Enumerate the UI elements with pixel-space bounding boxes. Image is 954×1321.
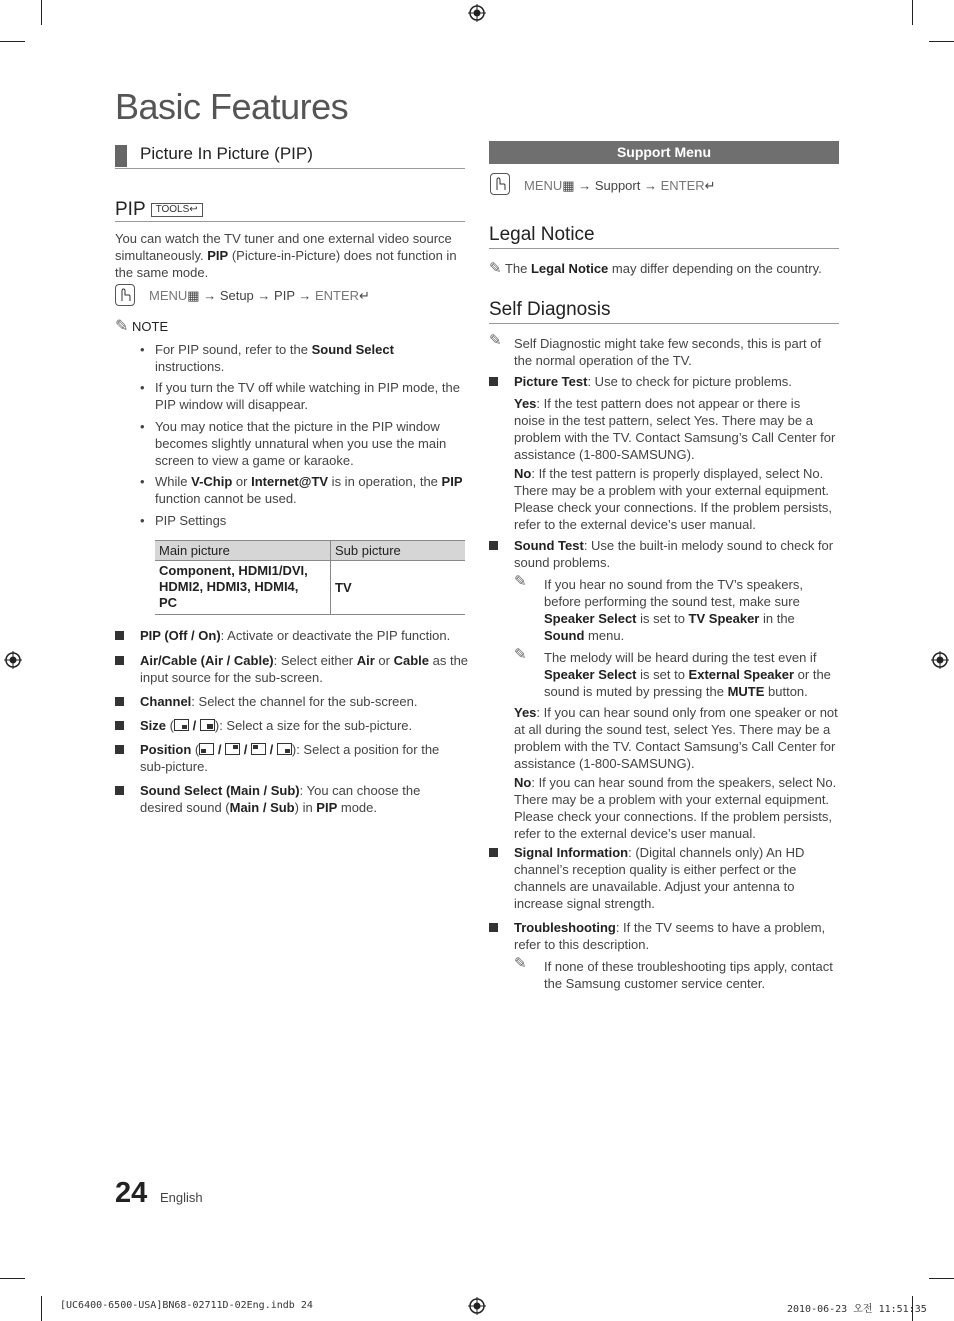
text: menu. [584, 628, 625, 643]
arrow: → [294, 288, 315, 303]
text: before performing the sound test, make sure [544, 594, 800, 609]
text-bold: Main / Sub [229, 800, 295, 815]
note-label: NOTE [132, 319, 169, 334]
intro-line: the same mode. [115, 265, 209, 280]
text-bold: Cable [393, 653, 430, 668]
crop-mark [41, 0, 42, 25]
text: problem with the TV. Contact Samsung’s Call Center for [514, 739, 836, 754]
text-bold: Signal Information [514, 845, 629, 860]
text: in the [759, 611, 795, 626]
note-item [155, 473, 470, 507]
pencil-icon: ✎ [514, 573, 527, 590]
text: sound is muted by pressing the [544, 684, 728, 699]
text: : Select the channel for the sub-screen. [191, 694, 418, 709]
position-bottom-left-icon [199, 743, 214, 755]
text: If you turn the TV off while watching in PIP mode, the [155, 380, 460, 395]
text: assistance (1-800-SAMSUNG). [514, 447, 695, 462]
text: as the [429, 653, 469, 668]
tools-badge-label: TOOLS [155, 203, 190, 215]
text: desired sound ( [140, 800, 230, 815]
list-item [140, 693, 470, 710]
hand-remote-icon [490, 173, 510, 195]
text: The melody will be heard during the test even if [544, 650, 817, 665]
text: instructions. [155, 359, 225, 374]
pencil-icon: ✎ [514, 955, 527, 972]
text: is in operation, the [328, 474, 442, 489]
registration-mark-icon [468, 1297, 486, 1315]
sound-note-1 [514, 573, 844, 644]
square-bullet [115, 786, 124, 795]
text: : Use to check for picture problems. [587, 374, 792, 389]
table-row [155, 561, 465, 615]
square-bullet [489, 377, 498, 386]
list-item [140, 652, 470, 686]
intro-line: You can watch the TV tuner and one external video source [115, 231, 452, 246]
text-bold: Yes [514, 396, 537, 411]
text-bold: No [514, 775, 532, 790]
list-item-sound-test [514, 537, 844, 842]
bullet: • [140, 513, 145, 528]
text-bold: Channel [140, 694, 192, 709]
text: : If you can hear sound only from one speaker or not [536, 705, 838, 720]
square-bullet [489, 848, 498, 857]
text: mode. [337, 800, 378, 815]
text: Component, HDMI1/DVI, [159, 563, 308, 578]
pip-heading-text: PIP [115, 199, 146, 220]
divider [115, 221, 465, 222]
picture-test-yes [514, 395, 844, 463]
text: refer to this description. [514, 937, 650, 952]
text: (Picture-in-Picture) does not function in [228, 248, 457, 263]
enter-icon: ↵ [704, 178, 716, 193]
text-bold: Sound Select (Main / Sub) [140, 783, 300, 798]
text-bold: No [514, 466, 532, 481]
table-header: Main picture [155, 541, 331, 561]
print-footer-right: 2010-06-23 오전 11:51:35 [787, 1304, 927, 1315]
text: the Samsung customer service center. [544, 976, 766, 991]
text: PC [159, 595, 178, 610]
square-bullet [115, 745, 124, 754]
arrow: → [574, 178, 595, 193]
text: HDMI2, HDMI3, HDMI4, [159, 579, 299, 594]
size-small-icon [174, 719, 189, 731]
text: button. [764, 684, 808, 699]
text: There may be a problem with your external equipment. [514, 792, 830, 807]
support-menu-path [524, 177, 716, 194]
text-bold: V-Chip [191, 474, 233, 489]
text: may differ depending on the country. [608, 261, 822, 276]
pip-settings-table [155, 540, 465, 615]
text: channels are unavailable. Adjust your antenna to [514, 879, 795, 894]
text-bold: PIP (Off / On) [140, 628, 221, 643]
bullet: • [140, 342, 145, 357]
intro-line [115, 247, 465, 264]
text-bold: Sound Select [311, 342, 394, 357]
text: : (Digital channels only) An HD [628, 845, 805, 860]
text: is set to [636, 667, 689, 682]
registration-mark-icon [4, 651, 22, 669]
enter-label: ENTER [660, 178, 705, 193]
text: screen to view a game or karaoke. [155, 453, 354, 468]
page-language: English [160, 1190, 203, 1205]
list-item-picture-test [514, 373, 844, 533]
sound-test-yes [514, 704, 844, 772]
divider [115, 168, 465, 169]
text-bold: External Speaker [688, 667, 795, 682]
text: For PIP sound, refer to the [155, 342, 312, 357]
list-item [140, 782, 470, 816]
page-title: Basic Features [115, 86, 349, 127]
text: refer to the external device’s user manual. [514, 826, 756, 841]
menu-grid-icon: ▦ [187, 288, 200, 303]
square-bullet [115, 721, 124, 730]
section-marker [115, 145, 127, 167]
note-item [155, 379, 470, 413]
page-number: 24 [115, 1177, 148, 1209]
text: simultaneously. [115, 248, 208, 263]
text: becomes slightly unnatural when you use the main [155, 436, 447, 451]
size-large-icon [200, 719, 215, 731]
crop-mark [0, 1278, 25, 1279]
text: sound problems. [514, 555, 611, 570]
text: Self Diagnostic might take few seconds, this is part of [514, 336, 822, 351]
text: There may be a problem with your external equipment. [514, 483, 830, 498]
table-cell: TV [331, 561, 466, 615]
print-footer-left: [UC6400-6500-USA]BN68-02711D-02Eng.indb 24 [60, 1300, 313, 1311]
text: channel’s reception quality is either perfect or the [514, 862, 797, 877]
text-bold: Legal Notice [530, 261, 609, 276]
text: : Use the built-in melody sound to check for [583, 538, 834, 553]
text: sub-picture. [140, 759, 208, 774]
menu-label: MENU [524, 178, 563, 193]
crop-mark [41, 1296, 42, 1321]
text: is set to [636, 611, 689, 626]
pencil-icon: ✎ [489, 260, 502, 277]
pip-heading [115, 199, 203, 221]
text: : Select a size for the sub-picture. [219, 718, 413, 733]
text-bold: Sound [544, 628, 585, 643]
text: : Select a position for the [296, 742, 440, 757]
text: : Select either [273, 653, 357, 668]
text: problem with the TV. Contact Samsung’s Call Center for [514, 430, 836, 445]
menu-grid-icon: ▦ [562, 178, 575, 193]
path-pip: PIP [274, 288, 295, 303]
position-top-right-icon [225, 743, 240, 755]
text-bold: Air/Cable (Air / Cable) [140, 653, 274, 668]
text-bold: PIP [316, 800, 338, 815]
note-header [115, 318, 168, 335]
table-cell [155, 561, 331, 615]
picture-test-no [514, 465, 844, 533]
text: at all during the sound test, select Yes. There may be a [514, 722, 831, 737]
arrow: → [640, 178, 661, 193]
crop-mark [0, 41, 25, 42]
note-item [155, 341, 470, 375]
bullet: • [140, 380, 145, 395]
troubleshooting-note [514, 955, 844, 992]
note-item [155, 418, 470, 469]
divider [489, 323, 839, 324]
text-bold: Yes [514, 705, 537, 720]
text-bold: Troubleshooting [514, 920, 616, 935]
pencil-icon: ✎ [115, 318, 129, 335]
text: Please check your connections. If the problem persists, [514, 500, 832, 515]
list-item-signal-information [514, 844, 844, 912]
text: : If you can hear sound from the speakers, select No. [531, 775, 837, 790]
text: : If the test pattern is properly displayed, select No. [531, 466, 824, 481]
pencil-icon: ✎ [514, 646, 527, 663]
crop-mark [912, 0, 913, 25]
tools-badge: TOOLS↩ [151, 203, 203, 217]
hand-remote-icon [115, 284, 135, 306]
position-top-left-icon [251, 743, 266, 755]
text: function cannot be used. [155, 491, 297, 506]
text-bold: MUTE [727, 684, 765, 699]
enter-icon: ↵ [359, 288, 370, 303]
list-item-troubleshooting [514, 919, 844, 992]
self-diagnosis-heading: Self Diagnosis [489, 299, 611, 320]
arrow: → [253, 288, 275, 303]
text-bold: Speaker Select [544, 611, 637, 626]
note-item: PIP Settings [155, 513, 227, 528]
text: input source for the sub-screen. [140, 670, 323, 685]
text: : You can choose the [299, 783, 421, 798]
registration-mark-icon [468, 4, 486, 22]
text-bold: Air [356, 653, 375, 668]
list-item: Position ( / / / ): Select a position for the sub-picture. [140, 742, 440, 774]
text: : If the TV seems to have a problem, [615, 920, 826, 935]
text-bold: Position [140, 742, 192, 757]
path-setup: Setup [219, 288, 254, 303]
text: the normal operation of the TV. [514, 353, 692, 368]
text-bold: Sound Test [514, 538, 584, 553]
text-bold: Picture Test [514, 374, 588, 389]
text: The [504, 261, 531, 276]
crop-mark [929, 41, 954, 42]
path-support: Support [594, 178, 641, 193]
support-menu-bar: Support Menu [489, 141, 839, 164]
text: or the [794, 667, 831, 682]
table-header: Sub picture [331, 541, 466, 561]
list-item [140, 627, 470, 644]
legal-notice-heading: Legal Notice [489, 224, 595, 245]
section-title: Picture In Picture (PIP) [140, 144, 313, 163]
square-bullet [489, 923, 498, 932]
arrow: → [199, 288, 220, 303]
legal-note [489, 260, 844, 277]
text: increase signal strength. [514, 896, 655, 911]
list-item: Size ( / ): Select a size for the sub-picture. [140, 718, 413, 733]
text: While [155, 474, 192, 489]
menu-label: MENU [149, 288, 188, 303]
crop-mark [929, 1278, 954, 1279]
text-bold: TV Speaker [688, 611, 760, 626]
text: : Activate or deactivate the PIP function. [220, 628, 451, 643]
square-bullet [115, 697, 124, 706]
text-bold: Speaker Select [544, 667, 637, 682]
bullet: • [140, 419, 145, 434]
note-text [514, 335, 839, 369]
text: ) in [294, 800, 317, 815]
text-bold: Size [140, 718, 167, 733]
text: : If the test pattern does not appear or there is [536, 396, 801, 411]
text: noise in the test pattern, select Yes. There may be a [514, 413, 813, 428]
text-bold: PIP [441, 474, 463, 489]
pip-intro [115, 230, 465, 281]
sound-test-no [514, 774, 844, 842]
text: or [232, 474, 252, 489]
pencil-icon: ✎ [489, 332, 502, 349]
enter-label: ENTER [314, 288, 360, 303]
bullet: • [140, 474, 145, 489]
text-bold: Internet@TV [251, 474, 329, 489]
text: PIP window will disappear. [155, 397, 308, 412]
square-bullet [115, 656, 124, 665]
pip-menu-path [149, 287, 370, 304]
text: assistance (1-800-SAMSUNG). [514, 756, 695, 771]
text: You may notice that the picture in the PIP window [155, 419, 440, 434]
square-bullet [115, 631, 124, 640]
square-bullet [489, 541, 498, 550]
position-bottom-right-icon [277, 743, 292, 755]
registration-mark-icon [931, 651, 949, 669]
sound-note-2 [514, 646, 844, 700]
text: If none of these troubleshooting tips apply, contact [544, 959, 833, 974]
text: Please check your connections. If the problem persists, [514, 809, 832, 824]
text: refer to the external device’s user manual. [514, 517, 756, 532]
text: or [374, 653, 394, 668]
divider [489, 248, 839, 249]
table-header-row [155, 541, 465, 561]
text: If you hear no sound from the TV’s speakers, [544, 577, 803, 592]
text-bold: PIP [207, 248, 229, 263]
